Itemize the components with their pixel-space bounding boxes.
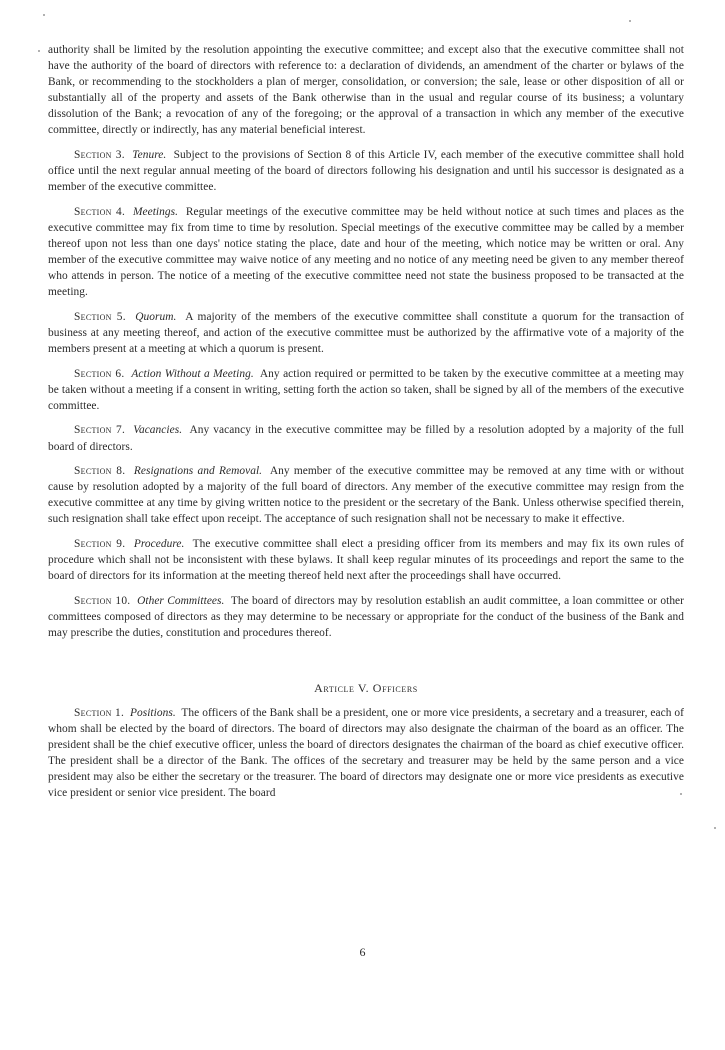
article-v-heading: Article V. Officers [314, 681, 418, 696]
section-title: Meetings. [132, 205, 179, 218]
section-label: Section 5. [74, 310, 126, 323]
section-7-vacancies [48, 422, 684, 454]
section-text: The executive committee shall elect a presiding officer from its members and may fix its own rules of procedure which shall not be inconsistent with these bylaws. It shall keep regular minutes of its proceedings and report the same to the board of directors for its information at the meeting thereof held next after the proceedings shall have occurred. [48, 538, 684, 583]
section-text: Any vacancy in the executive committee may be filled by a resolution adopted by a majority of the full board of directors. [48, 424, 685, 453]
section-label: Section 10. [74, 594, 131, 607]
section-label: Section 3. [74, 149, 125, 162]
section-9-procedure [48, 536, 684, 584]
section-text: Any member of the executive committee may be removed at any time with or without cause by resolution adopted by a majority of the full board of directors. Any member of the executive committee may resign from the executive committee at any time by giving written notice to the president or the secretary of the Bank. Unless otherwise specified therein, such resignation shall take effect upon receipt. The acceptance of such resignation shall not be necessary to make it effective. [48, 465, 685, 526]
section-title: Other Committees. [137, 594, 225, 607]
section-label: Section 4. [74, 205, 126, 218]
section-3-tenure [48, 147, 684, 195]
section-title: Quorum. [135, 310, 177, 323]
section-title: Vacancies. [133, 424, 183, 437]
section-label: Section 6. [74, 367, 125, 380]
section-4-meetings [48, 204, 684, 301]
page-number: 6 [359, 945, 366, 959]
scan-speck [629, 20, 631, 22]
section-label: Section 8. [74, 465, 126, 478]
section-text: The officers of the Bank shall be a president, one or more vice presidents, a secretary and a treasurer, each of whom shall be elected by the board of directors. The board of directors may also designate the chairman of the board as an officer. The president shall be the chief executive officer, unless the board of directors designates the chairman of the board as chief executive officer. The president shall be a director of the Bank. The offices of the secretary and treasurer may be held by the same person and a vice president may also be either the secretary or the treasurer. The board of directors may designate one or more vice presidents as executive vice president or senior vice president. The board [48, 706, 684, 800]
section-6-action-without-meeting [48, 366, 684, 414]
section-title: Procedure. [133, 538, 185, 551]
section-title: Resignations and Removal. [133, 465, 263, 478]
section-text: A majority of the members of the executive committee shall constitute a quorum for the transaction of business at any meeting thereof, and action of the executive committee must be authorized by the affirmative vote of a majority of the members present at a meeting at which a quorum is present. [48, 310, 685, 356]
article-v-section-1-positions [48, 705, 684, 802]
section-label: Section 1. [74, 706, 125, 719]
scan-speck [38, 50, 40, 52]
scan-speck [680, 793, 682, 795]
scan-speck [714, 827, 716, 829]
section-text: The board of directors may by resolution establish an audit committee, a loan committee or other committees composed of directors as they may determine to be necessary or appropriate for the conduct of the business of the Bank and may prescribe the duties, constitution and procedures thereof. [48, 594, 685, 639]
section-title: Tenure. [132, 149, 167, 162]
scan-speck [43, 14, 45, 16]
section-title: Action Without a Meeting. [131, 367, 254, 380]
section-10-other-committees [48, 593, 684, 641]
section-8-resignations-removal [48, 463, 684, 527]
section-text: Regular meetings of the executive committee may be held without notice at such times and places as the executive committee may fix from time to time by resolution. Special meetings of the executive committee may be called by a member thereof upon not less than one days' notice stating the place, date and hour of the meeting, which notice may be written or oral. Any member of the executive committee may waive notice of any meeting and no notice of any meeting need be given to any member thereof who attends in person. The notice of a meeting of the executive committee need not state the business proposed to be transacted at the meeting. [48, 205, 685, 299]
section-text: Any action required or permitted to be taken by the executive committee at a meeting may be taken without a meeting if a consent in writing, setting forth the action so taken, shall be signed by all of the members of the executive committee. [48, 367, 684, 412]
section-title: Positions. [129, 706, 176, 719]
document-page [48, 42, 684, 801]
section-label: Section 7. [74, 424, 126, 437]
section-text: Subject to the provisions of Section 8 of this Article IV, each member of the executive committee shall hold office until the next regular annual meeting of the board of directors following his designation and until his successor is designated as a member of the executive committee. [48, 149, 684, 194]
section-5-quorum [48, 309, 684, 357]
section-label: Section 9. [74, 538, 126, 551]
intro-paragraph: authority shall be limited by the resolution appointing the executive committee; and except also that the executive committee shall not have the authority of the board of directors with reference to: a declaration of dividends, an amendment of the charter or bylaws of the Bank, or recommending to the stockholders a plan of merger, consolidation, or conversion; the sale, lease or other disposition of all or substantially all of the property and assets of the Bank otherwise than in the usual and regular course of its business; a voluntary dissolution of the Bank; a revocation of any of the foregoing; or the approval of a transaction in which any member of the executive committee, directly or indirectly, has any material beneficial interest. [48, 44, 684, 137]
